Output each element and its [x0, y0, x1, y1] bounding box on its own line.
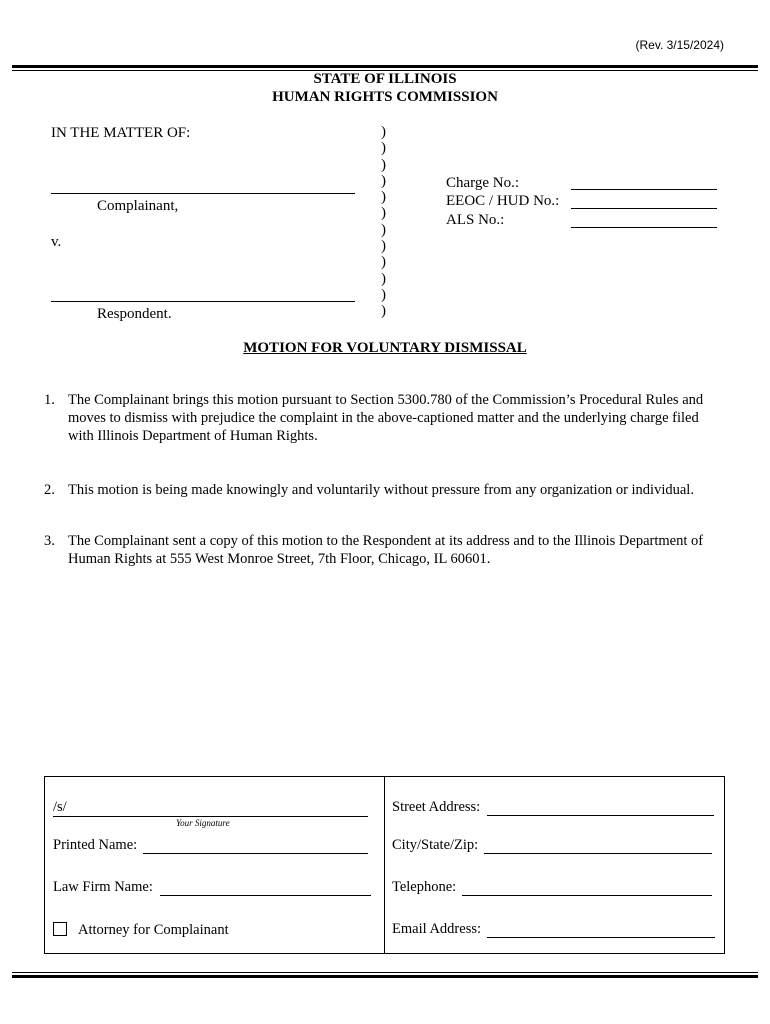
paragraph-number: 3. — [44, 533, 55, 549]
revision-date: (Rev. 3/15/2024) — [635, 38, 724, 52]
printed-name-field[interactable] — [143, 853, 368, 854]
paragraph-line: with Illinois Department of Human Rights. — [68, 428, 318, 444]
paren: ) — [381, 205, 386, 222]
paragraph-2 — [44, 481, 734, 499]
signature-caption: Your Signature — [176, 818, 230, 828]
email-address-field[interactable] — [487, 937, 715, 938]
paragraph-line: This motion is being made knowingly and voluntarily without pressure from any organization or individual. — [68, 482, 694, 498]
versus-label: v. — [51, 234, 62, 250]
paragraph-3 — [44, 532, 734, 568]
paren: ) — [381, 140, 386, 157]
complainant-label: Complainant, — [97, 198, 179, 214]
paren: ) — [381, 172, 386, 189]
header-commission: HUMAN RIGHTS COMMISSION — [272, 89, 498, 105]
attorney-checkbox-label: Attorney for Complainant — [78, 922, 229, 938]
paragraph-line: moves to dismiss with prejudice the complaint in the above-captioned matter and the underlying charge filed — [68, 410, 699, 426]
complainant-name-line[interactable] — [51, 193, 355, 194]
paragraph-line: The Complainant sent a copy of this motion to the Respondent at its address and to the Illinois Department of — [68, 533, 704, 549]
top-rule-thick — [12, 65, 758, 68]
als-no-label: ALS No.: — [446, 212, 505, 228]
respondent-name-line[interactable] — [51, 301, 355, 302]
motion-title-text: MOTION FOR VOLUNTARY DISMISSAL — [243, 340, 527, 356]
signature-block-divider — [384, 776, 385, 954]
paren: ) — [381, 189, 386, 206]
paragraph-1 — [44, 391, 734, 445]
paren: ) — [381, 221, 386, 238]
paren: ) — [381, 286, 386, 303]
street-address-label: Street Address: — [392, 799, 481, 815]
caption-parentheses — [381, 124, 386, 320]
printed-name-label: Printed Name: — [53, 837, 138, 853]
attorney-checkbox[interactable] — [53, 922, 67, 936]
eeoc-hud-no-label: EEOC / HUD No.: — [446, 193, 560, 209]
paragraph-line: Human Rights at 555 West Monroe Street, 7th Floor, Chicago, IL 60601. — [68, 551, 491, 567]
bottom-rule-thick — [12, 975, 758, 978]
signature-line[interactable] — [53, 816, 368, 817]
signature-prefix: /s/ — [53, 799, 67, 815]
street-address-field[interactable] — [487, 815, 714, 816]
in-the-matter-label: IN THE MATTER OF: — [51, 125, 191, 141]
motion-title — [0, 340, 770, 357]
law-firm-name-label: Law Firm Name: — [53, 879, 153, 895]
header-state: STATE OF ILLINOIS — [313, 71, 457, 87]
paren: ) — [381, 124, 386, 140]
respondent-label: Respondent. — [97, 306, 172, 322]
charge-no-label: Charge No.: — [446, 175, 520, 191]
als-no-field[interactable] — [571, 227, 717, 228]
telephone-label: Telephone: — [392, 879, 457, 895]
paren: ) — [381, 254, 386, 271]
paren: ) — [381, 303, 386, 320]
paragraph-line: The Complainant brings this motion pursuant to Section 5300.780 of the Commission’s Procedural Rules and — [68, 392, 704, 408]
paragraph-number: 1. — [44, 392, 55, 408]
city-state-zip-label: City/State/Zip: — [392, 837, 479, 853]
charge-no-field[interactable] — [571, 189, 717, 190]
paren: ) — [381, 238, 386, 255]
eeoc-hud-no-field[interactable] — [571, 208, 717, 209]
law-firm-name-field[interactable] — [160, 895, 371, 896]
city-state-zip-field[interactable] — [484, 853, 712, 854]
email-address-label: Email Address: — [392, 921, 482, 937]
bottom-rule-thin — [12, 972, 758, 973]
telephone-field[interactable] — [462, 895, 712, 896]
paren: ) — [381, 270, 386, 287]
paragraph-number: 2. — [44, 482, 55, 498]
paren: ) — [381, 156, 386, 173]
